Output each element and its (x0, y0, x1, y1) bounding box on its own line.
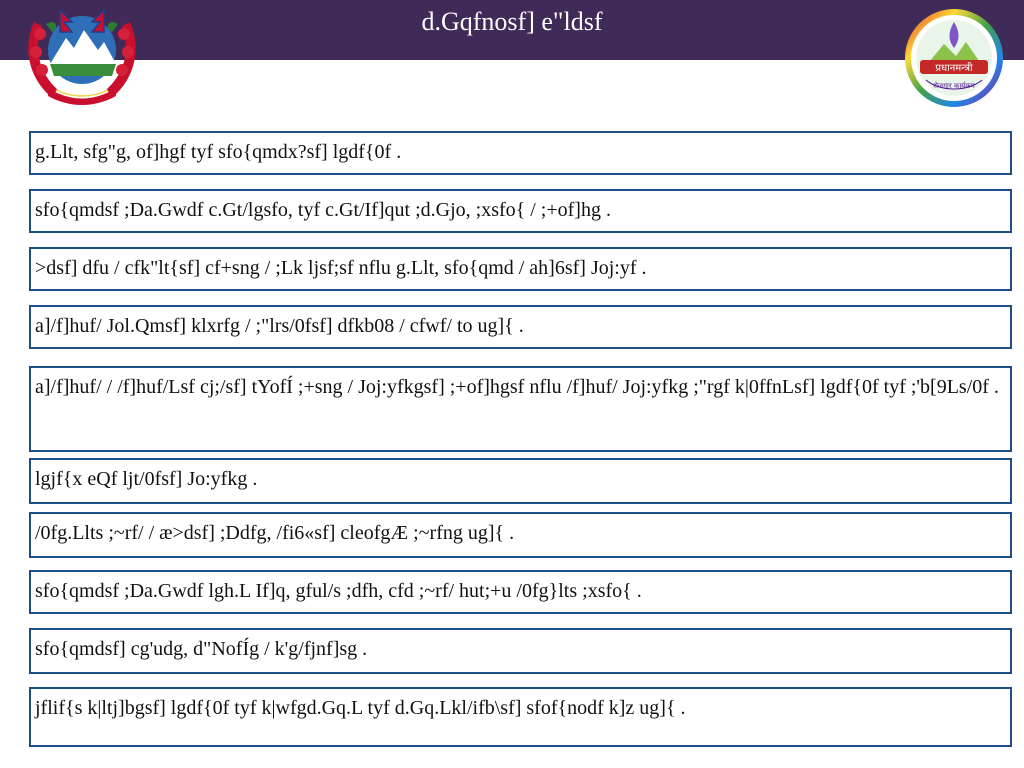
list-item: g.Llt, sfg"g, of]hgf tyf sfo{qmdx?sf] lgdf{0f . (29, 131, 1012, 175)
right-logo-text: प्रधानमन्त्री (935, 63, 973, 74)
page-title: d.Gqfnosf] e"ldsf (421, 7, 603, 36)
right-logo-subtext: रोजगार कार्यक्रम (933, 82, 975, 90)
nepal-emblem-icon (20, 4, 144, 108)
list-item: sfo{qmdsf ;Da.Gwdf c.Gt/lgsfo, tyf c.Gt/If]qut ;d.Gjo, ;xsfo{ / ;+of]hg . (29, 189, 1012, 233)
list-item: lgjf{x eQf ljt/0fsf] Jo:yfkg . (29, 458, 1012, 504)
list-item: /0fg.Llts ;~rf/ / æ>dsf] ;Ddfg, /fi6«sf] cleofgÆ ;~rfng ug]{ . (29, 512, 1012, 558)
title-bar (0, 0, 1024, 60)
list-item: jflif{s k|ltj]bgsf] lgdf{0f tyf k|wfgd.Gq.L tyf d.Gq.Lkl/ifb\sf] sfof{nodf k]z ug]{ . (29, 687, 1012, 747)
list-item: >dsf] dfu / cfk"lt{sf] cf+sng / ;Lk ljsf;sf nflu g.Llt, sfo{qmd / ah]6sf] Joj:yf . (29, 247, 1012, 291)
list-item: sfo{qmdsf ;Da.Gwdf lgh.L If]q, gful/s ;dfh, cfd ;~rf/ hut;+u /0fg}lts ;xsfo{ . (29, 570, 1012, 614)
employment-program-logo-icon (904, 8, 1004, 108)
list-item: a]/f]huf/ / /f]huf/Lsf cj;/sf] tYofÍ ;+sng / Joj:yfkgsf] ;+of]hgsf nflu /f]huf/ Joj:yfkg ;"rgf k|0ffnLsf] lgdf{0f tyf ;'b[9Ls/0f . (29, 366, 1012, 452)
list-item: sfo{qmdsf] cg'udg, d"NofÍg / k'g/fjnf]sg . (29, 628, 1012, 674)
list-item: a]/f]huf/ Jol.Qmsf] klxrfg / ;"lrs/0fsf] dfkb08 / cfwf/ to ug]{ . (29, 305, 1012, 349)
